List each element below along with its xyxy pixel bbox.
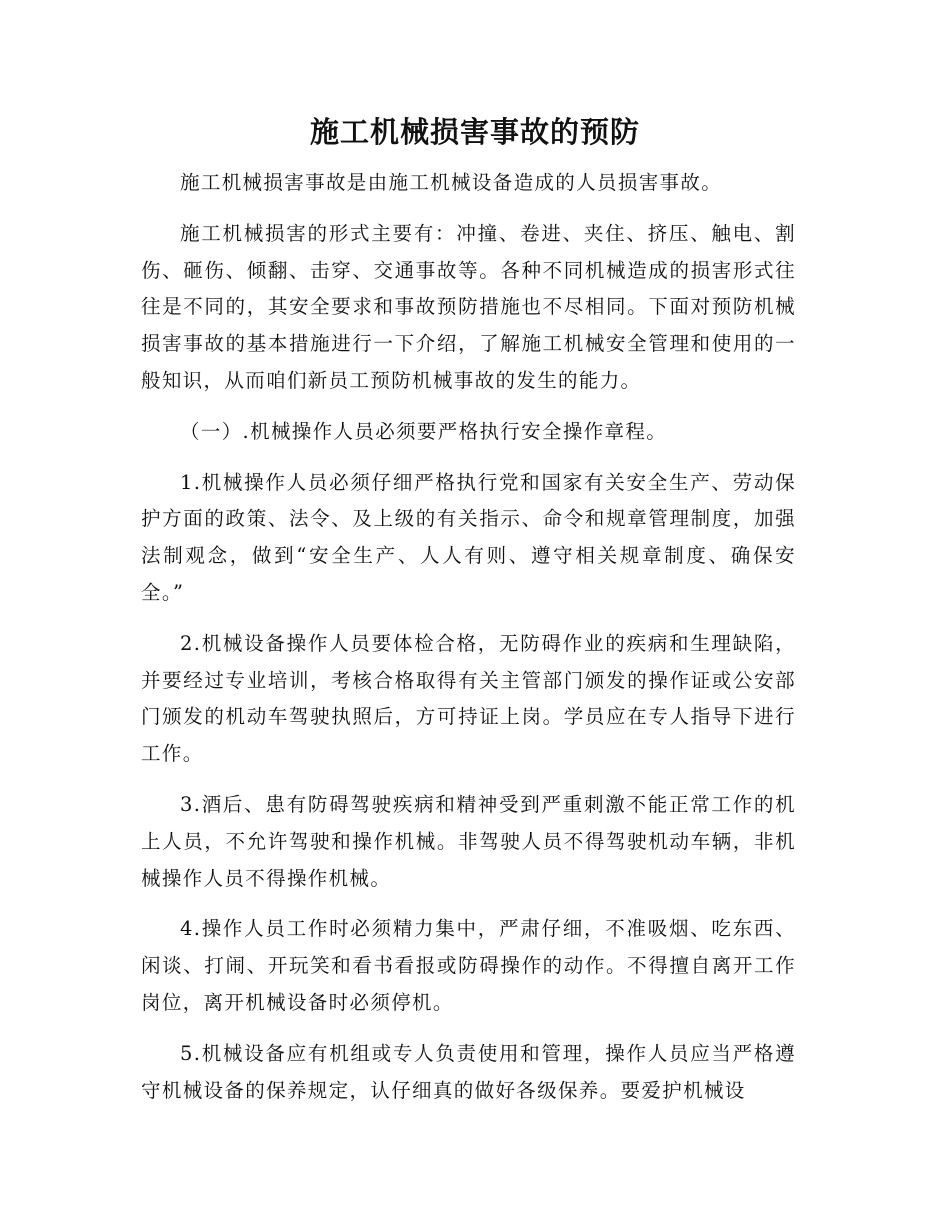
paragraph-item-2: 2.机械设备操作人员要体检合格，无防碍作业的疾病和生理缺陷，并要经过专业培训，考核合格取得有关主管部门颁发的操作证或公安部门颁发的机动车驾驶执照后，方可持证上岗。学员应在专人指导下进行工作。 [141,631,796,766]
paragraph-forms: 施工机械损害的形式主要有：冲撞、卷进、夹住、挤压、触电、割伤、砸伤、倾翻、击穿、交通事故等。各种不同机械造成的损害形式往往是不同的，其安全要求和事故预防措施也不尽相同。下面对预防机械损害事故的基本措施进行一下介绍，了解施工机械安全管理和使用的一般知识，从而咱们新员工预防机械事故的发生的能力。 [141,221,796,392]
document-body [141,165,796,1123]
paragraph-intro: 施工机械损害事故是由施工机械设备造成的人员损害事故。 [180,171,723,194]
document-title: 施工机械损害事故的预防 [309,115,640,149]
section-heading-1: （一）.机械操作人员必须要严格执行安全操作章程。 [180,419,668,443]
paragraph-item-1: 1.机械操作人员必须仔细严格执行党和国家有关安全生产、劳动保护方面的政策、法令、及上级的有关指示、命令和规章管理制度，加强法制观念，做到“安全生产、人人有则、遵守相关规章制度、确保安全。” [141,470,796,604]
paragraph-item-4: 4.操作人员工作时必须精力集中，严肃仔细，不准吸烟、吃东西、闲谈、打闹、开玩笑和看书看报或防碍操作的动作。不得擅自离开工作岗位，离开机械设备时必须停机。 [141,917,796,1014]
paragraph-item-5: 5.机械设备应有机组或专人负责使用和管理，操作人员应当严格遵守机械设备的保养规定，认仔细真的做好各级保养。要爱护机械设 [141,1041,796,1102]
paragraph-item-3: 3.酒后、患有防碍驾驶疾病和精神受到严重刺激不能正常工作的机上人员，不允许驾驶和操作机械。非驾驶人员不得驾驶机动车辆，非机械操作人员不得操作机械。 [141,792,796,890]
